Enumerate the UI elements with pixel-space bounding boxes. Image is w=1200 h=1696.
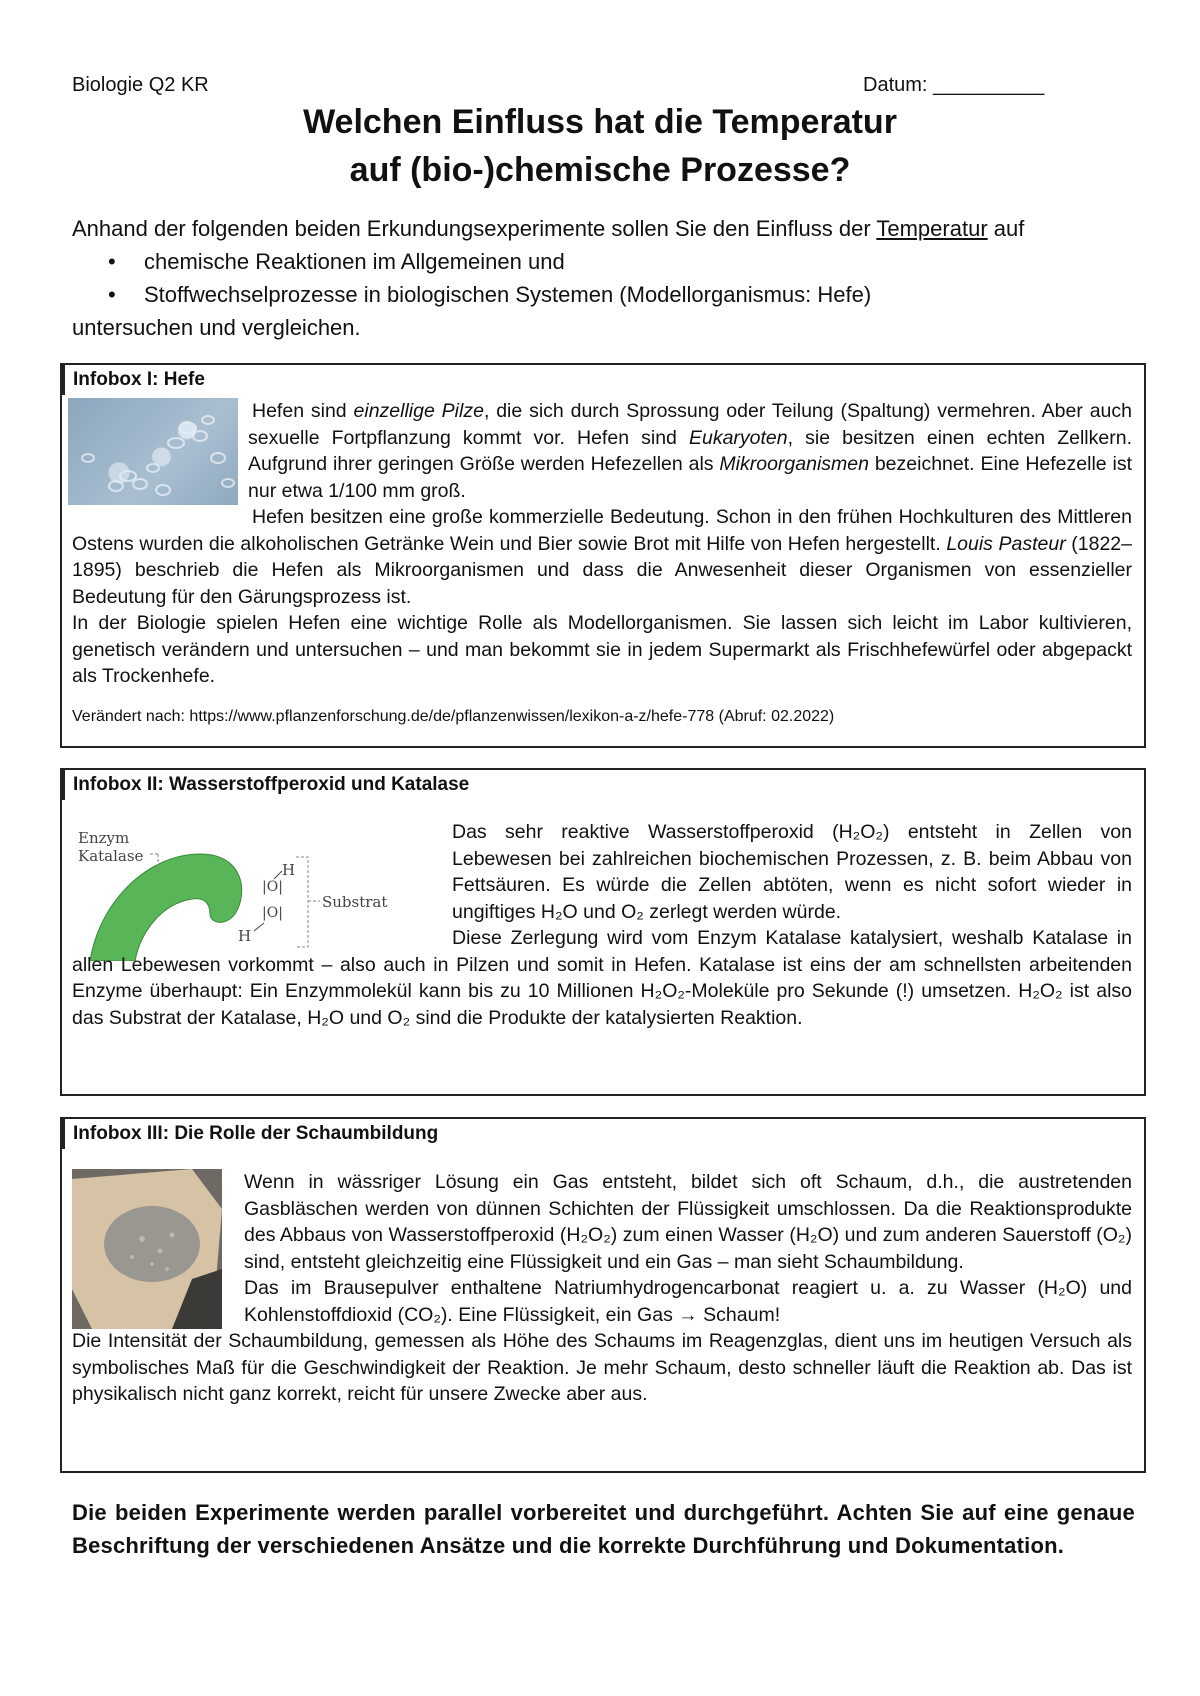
infobox-yeast-title: Infobox I: Hefe — [62, 365, 213, 395]
foam-paragraph-3: Die Intensität der Schaumbildung, gemessen als Höhe des Schaums im Reagenzglas, dient uns im heutigen Versuch als symbolisches Maß für die Geschwindigkeit der Reaktion. Je mehr Schaum, desto schneller läuft die Reaktion ab. Das ist physikalisch nicht ganz korrekt, reicht für unsere Zwecke aber aus. — [72, 1330, 1132, 1405]
enzyme-label-line-2: Katalase — [78, 847, 144, 865]
intro — [72, 212, 1142, 344]
text-run: , sie besitzen einen echten Zellkern. Aufgrund ihrer geringen Größe werden Hefezellen als — [248, 426, 1132, 475]
foam-paragraph-1: Wenn in wässriger Lösung ein Gas entsteht, bildet sich oft Schaum, d.h., die austretenden Gasbläschen werden von dünnen Schichten der Flüssigkeit umschlossen. Da die Reaktionsprodukte des Abbaus von Wasserstoffperoxid (H₂O₂) zum einen Wasser (H₂O) und zum anderen Sauerstoff (O₂) sind, entsteht gleichzeitig eine Flüssigkeit und ein Gas – man sieht Schaumbildung. — [244, 1171, 1132, 1273]
text-run: (1822–1895) beschrieb die Hefen als Mikroorganismen und dass die Anwesenheit dieser Organismen von essenzieller Bedeutung für den Gärungsprozess ist. — [72, 532, 1132, 608]
oxygen-label: |O| — [262, 879, 283, 895]
intro-underlined-word: Temperatur — [876, 216, 988, 241]
catalase-paragraph-2: Diese Zerlegung wird vom Enzym Katalase katalysiert, weshalb Katalase in allen Lebewesen vorkommt – also auch in Pilzen und somit in Hefen. Katalase ist eins der am schnellsten arbeitenden Enzyme überhaupt: Ein Enzymmolekül kann bis zu 10 Millionen H₂O₂-Moleküle pro Sekunde (!) umsetzen. H₂O₂ ist also das Substrat der Katalase, H₂O und O₂ sind die Produkte der katalysierten Reaktion. — [72, 927, 1132, 1029]
catalase-paragraph-1: Das sehr reaktive Wasserstoffperoxid (H₂O₂) entsteht in Zellen von Lebewesen bei zahlreichen biochemischen Prozessen, z. B. beim Abbau von Fettsäuren. Es würde die Zellen abtöten, wenn es nicht sofort wieder in ungiftiges H₂O und O₂ zerlegt werden würde. — [452, 821, 1132, 923]
intro-lead-tail: auf — [987, 216, 1025, 241]
infobox-yeast — [60, 363, 1146, 748]
title-line-2: auf (bio-)chemische Prozesse? — [349, 151, 851, 189]
text-run: Hefen sind — [252, 400, 354, 422]
hydrogen-label: H — [238, 927, 252, 945]
yeast-paragraph-3: In der Biologie spielen Hefen eine wichtige Rolle als Modellorganismen. Sie lassen sich leicht im Labor kultivieren, genetisch verändern und untersuchen – und man bekommt sie in jedem Supermarkt als Frischhefewürfel oder abgepackt als Trockenhefe. — [72, 612, 1132, 687]
infobox-catalase-text — [72, 819, 1132, 1031]
enzyme-label-line-1: Enzym — [78, 829, 130, 847]
emphasis: Louis Pasteur — [946, 532, 1066, 555]
page-title — [0, 98, 1200, 194]
text-run: bezeichnet. Eine Hefezelle ist nur etwa 1/100 mm groß. — [248, 453, 1132, 502]
emphasis: Eukaryoten — [688, 426, 788, 449]
intro-closing: untersuchen und vergleichen. — [72, 315, 361, 340]
intro-bullet-list — [72, 245, 1142, 311]
text-run: Hefen besitzen eine große kommerzielle Bedeutung. Schon in den frühen Hochkulturen des Mittleren Ostens wurden die alkoholischen Getränke Wein und Bier sowie Brot mit Hilfe von Hefen hergestellt. — [72, 506, 1132, 555]
course-label: Biologie Q2 KR — [72, 74, 209, 96]
emphasis: einzellige Pilze — [353, 400, 484, 422]
intro-lead-text: Anhand der folgenden beiden Erkundungsexperimente sollen Sie den Einfluss der — [72, 216, 877, 241]
source-citation: Verändert nach: https://www.pflanzenforschung.de/de/pflanzenwissen/lexikon-a-z/hefe-778 (Abruf: 02.2022) — [72, 707, 835, 725]
title-line-1: Welchen Einfluss hat die Temperatur — [303, 103, 897, 141]
final-instruction: Die beiden Experimente werden parallel vorbereitet und durchgeführt. Achten Sie auf eine genaue Beschriftung der verschiedenen Ansätze und die korrekte Durchführung und Dokumentation. — [72, 1500, 1135, 1558]
intro-lead — [72, 212, 1142, 245]
text-run: , die sich durch Sprossung oder Teilung (Spaltung) vermehren. Aber auch sexuelle Fortpflanzung kommt vor. Hefen sind — [248, 400, 1132, 449]
yeast-paragraph-1 — [248, 398, 1132, 504]
oxygen-label: |O| — [262, 905, 283, 921]
infobox-foam — [60, 1117, 1146, 1473]
infobox-yeast-text — [72, 398, 1132, 730]
substrate-label: Substrat — [322, 893, 388, 911]
date-field[interactable]: Datum: __________ — [863, 74, 1045, 96]
infobox-foam-title: Infobox III: Die Rolle der Schaumbildung — [62, 1119, 446, 1149]
infobox-catalase-title: Infobox II: Wasserstoffperoxid und Katalase — [62, 770, 477, 800]
list-item: • chemische Reaktionen im Allgemeinen und — [144, 245, 1142, 278]
hydrogen-label: H — [282, 861, 296, 879]
infobox-catalase — [60, 768, 1146, 1096]
infobox-foam-text — [72, 1169, 1132, 1408]
yeast-paragraph-2 — [72, 504, 1132, 610]
emphasis: Mikroorganismen — [719, 453, 869, 475]
list-item: • Stoffwechselprozesse in biologischen Systemen (Modellorganismus: Hefe) — [144, 278, 1142, 311]
foam-paragraph-2: Das im Brausepulver enthaltene Natriumhydrogencarbonat reagiert u. a. zu Wasser (H₂O) und Kohlenstoffdioxid (CO₂). Eine Flüssigkeit, ein Gas → Schaum! — [244, 1277, 1132, 1326]
